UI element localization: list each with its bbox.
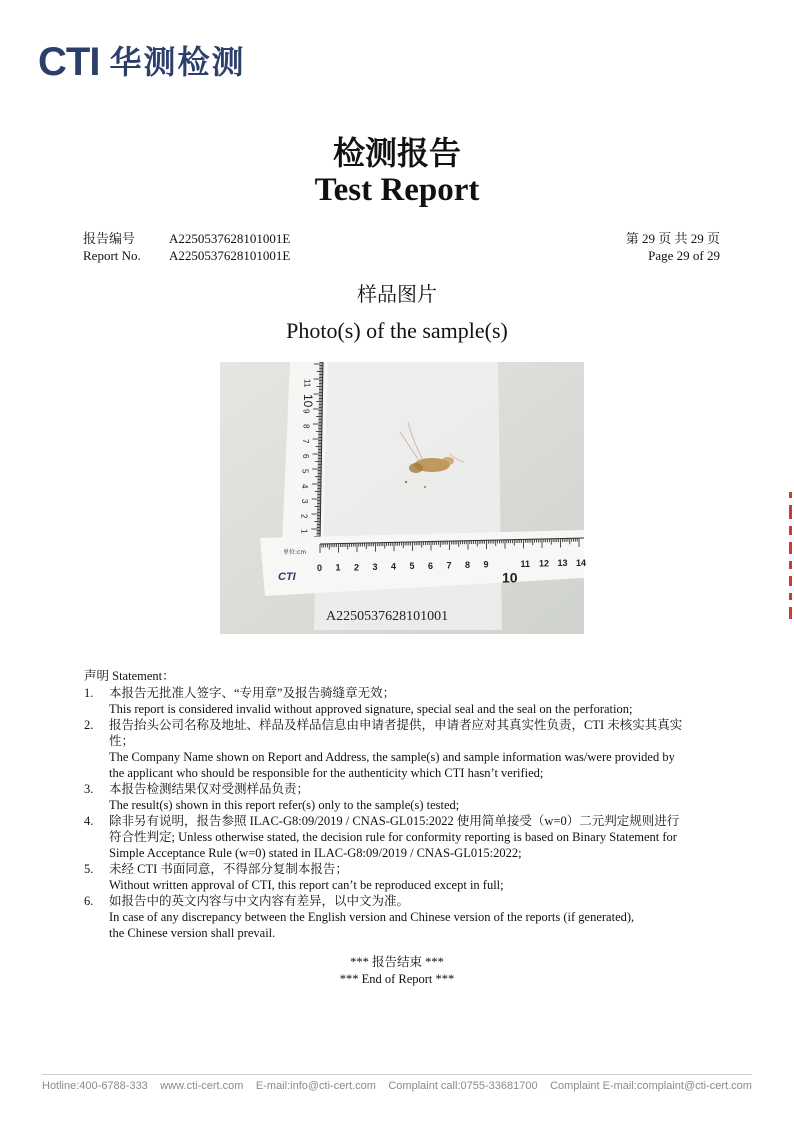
ruler-tick-label: 9 <box>301 409 311 414</box>
sample-photo-drawing <box>220 362 587 634</box>
statement-line: 符合性判定; Unless otherwise stated, the decision rule for conformity reporting is based on Binary Statement for <box>109 830 677 844</box>
statement-item <box>84 685 724 717</box>
ruler-tick-label: 11 <box>302 379 312 388</box>
logo-mark: CTI <box>38 40 100 84</box>
footer <box>42 1080 752 1092</box>
ruler-tick-label: 4 <box>300 484 310 489</box>
ruler-tick-label: 5 <box>409 561 415 572</box>
ruler-tick-label: 13 <box>557 558 568 569</box>
statement-item-number: 4. <box>84 814 94 828</box>
cti-logo <box>38 42 245 82</box>
footer-hotline: Hotline:400-6788-333 <box>42 1080 148 1092</box>
footer-divider <box>42 1074 752 1075</box>
statement-line: the applicant who should be responsible for the authenticity which CTI hasn’t verified; <box>109 766 544 780</box>
statement-line: 除非另有说明，报告参照 ILAC-G8:09/2019 / CNAS-GL015:2022 使用简单接受（w=0）二元判定规则进行 <box>109 814 680 828</box>
statement-line: 性； <box>109 734 135 748</box>
footer-complaint-email-link[interactable]: Complaint E-mail:complaint@cti-cert.com <box>550 1080 752 1092</box>
ruler-tick-label: 2 <box>354 562 360 573</box>
statement-line: 本报告无批准人签字、“专用章”及报告骑缝章无效； <box>109 686 396 700</box>
statement-item-text <box>109 781 459 813</box>
perforation-seal-marks <box>789 492 793 626</box>
report-title-en: Test Report <box>314 172 480 208</box>
report-no-value: A2250537628101001E <box>169 231 291 246</box>
end-of-report-cn: *** 报告结束 *** <box>350 955 444 969</box>
statement-list <box>84 685 724 941</box>
section-title-cn: 样品图片 <box>357 282 437 306</box>
statement-item-number: 5. <box>84 862 94 876</box>
ruler-tick-label: 7 <box>446 560 452 571</box>
footer-website-link[interactable]: www.cti-cert.com <box>160 1080 244 1092</box>
logo-chinese-name: 华测检测 <box>109 43 246 81</box>
ruler-tick-label: 10 <box>301 394 315 408</box>
statement-item <box>84 861 724 893</box>
statement-section <box>84 668 724 941</box>
statement-line: The Company Name shown on Report and Address, the sample(s) and sample information was/were provided by <box>109 750 675 764</box>
statement-heading: 声明 Statement： <box>84 669 175 683</box>
ruler-tick-label: 8 <box>301 424 311 429</box>
statement-item-number: 3. <box>84 782 94 796</box>
ruler-tick-label: 6 <box>428 560 434 571</box>
statement-item-number: 1. <box>84 686 94 700</box>
statement-line: Without written approval of CTI, this report can’t be reproduced except in full; <box>109 878 504 892</box>
footer-email-link[interactable]: E-mail:info@cti-cert.com <box>255 1080 376 1092</box>
page-number-en: Page 29 of 29 <box>648 248 720 263</box>
statement-item <box>84 893 724 941</box>
ruler-tick-label: 9 <box>483 559 489 570</box>
ruler-tick-label: 11 <box>520 558 531 569</box>
page-number-block <box>626 230 720 264</box>
ruler-tick-label: 5 <box>300 469 310 474</box>
statement-line: The result(s) shown in this report refer(s) only to the sample(s) tested; <box>109 798 460 812</box>
ruler-tick-label: 3 <box>372 561 378 572</box>
statement-line: 报告抬头公司名称及地址、样品及样品信息由申请者提供，申请者应对其真实性负责，CTI 未核实其真实 <box>109 718 683 732</box>
statement-line: the Chinese version shall prevail. <box>109 926 276 940</box>
page-number-cn: 第 29 页 共 29 页 <box>625 231 720 246</box>
sample-photo <box>220 362 587 634</box>
ruler-tick-label: 14 <box>576 557 587 568</box>
ruler-tick-label: 7 <box>301 439 311 444</box>
statement-item <box>84 781 724 813</box>
ruler-tick-label: 6 <box>300 454 310 459</box>
statement-item-number: 2. <box>84 718 94 732</box>
ruler-tick-label: 3 <box>299 499 309 504</box>
statement-line: This report is considered invalid without approved signature, special seal and the seal on the perforation; <box>109 702 633 716</box>
statement-line: Simple Acceptance Rule (w=0) stated in ILAC-G8:09/2019 / CNAS-GL015:2022; <box>109 846 522 860</box>
statement-item-text <box>109 685 632 717</box>
report-no-label-cn: 报告编号 <box>83 231 136 246</box>
ruler-tick-label: 12 <box>539 558 550 569</box>
statement-line: 如报告中的英文内容与中文内容有差异，以中文为准。 <box>109 894 410 908</box>
statement-item-text <box>109 813 679 861</box>
ruler-brand-label: CTI <box>278 571 296 583</box>
statement-item-number: 6. <box>84 894 94 908</box>
statement-item-text <box>109 893 634 941</box>
ruler-unit-label: 单位:cm <box>283 549 307 556</box>
ruler-tick-label: 0 <box>317 563 323 573</box>
report-no-label-en: Report No. <box>83 248 141 263</box>
statement-item-text <box>109 717 682 781</box>
statement-line: In case of any discrepancy between the English version and Chinese version of the reports (if generated), <box>109 910 635 924</box>
sample-code-label: A2250537628101001 <box>326 609 449 624</box>
end-of-report <box>0 954 794 988</box>
ruler-tick-label: 8 <box>465 560 471 571</box>
end-of-report-en: *** End of Report *** <box>339 972 455 986</box>
statement-item <box>84 717 724 781</box>
statement-item <box>84 813 724 861</box>
ruler-tick-label: 1 <box>335 562 341 573</box>
report-title-cn: 检测报告 <box>332 134 461 172</box>
statement-line: 未经 CTI 书面同意，不得部分复制本报告； <box>109 862 348 876</box>
ruler-tick-label: 10 <box>502 569 518 586</box>
statement-item-text <box>109 861 504 893</box>
ruler-tick-label: 2 <box>299 514 309 519</box>
ruler-tick-label: 1 <box>299 529 309 534</box>
footer-complaint-call: Complaint call:0755-33681700 <box>388 1080 538 1092</box>
ruler-tick-label: 4 <box>391 561 397 572</box>
section-title-en: Photo(s) of the sample(s) <box>286 318 508 343</box>
report-number-block <box>83 230 290 264</box>
report-no-value: A2250537628101001E <box>169 248 291 263</box>
statement-line: 本报告检测结果仅对受测样品负责； <box>109 782 310 796</box>
